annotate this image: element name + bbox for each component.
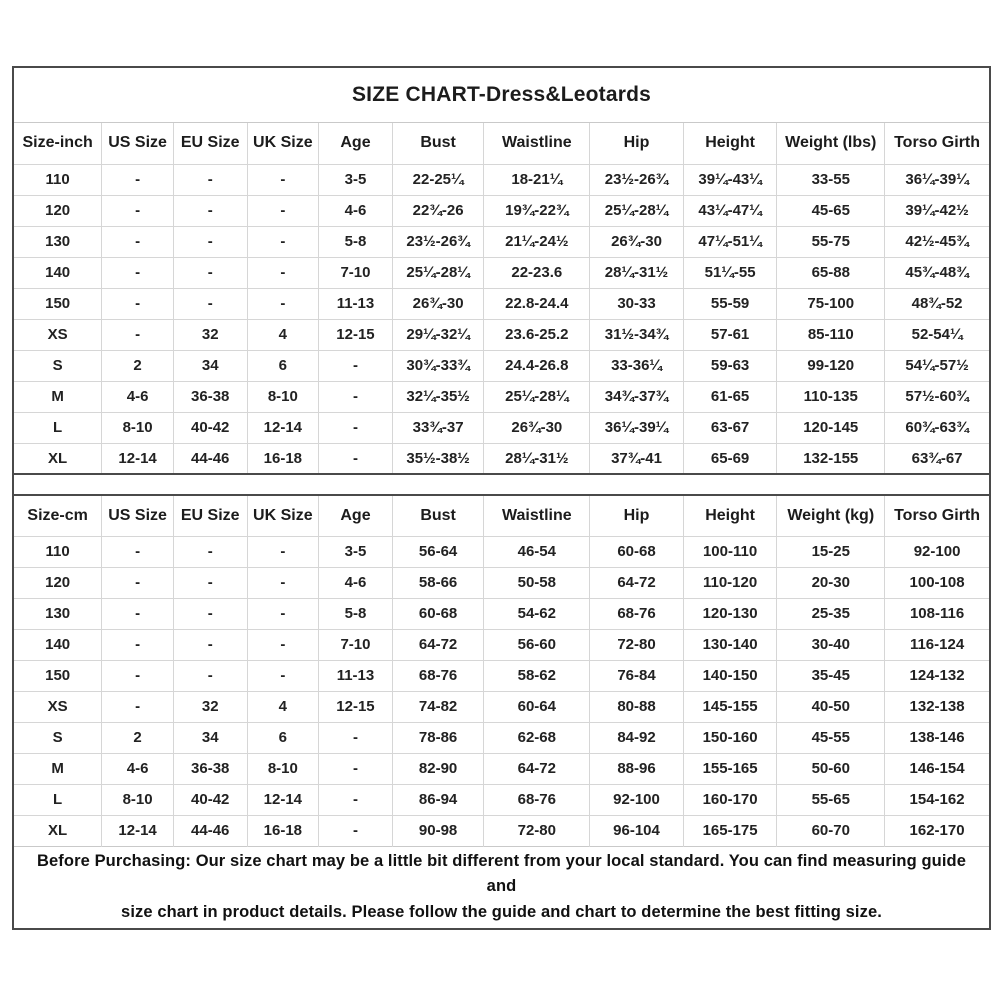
table-cell: 4	[247, 319, 319, 350]
table-cell: -	[102, 629, 174, 660]
table-cell: 20-30	[777, 567, 885, 598]
table-cell: 120	[14, 195, 102, 226]
table-cell: 23½-26¾	[590, 164, 684, 195]
table-cell: 33-36¼	[590, 350, 684, 381]
table-cell: 8-10	[102, 412, 174, 443]
table-cell: 84-92	[590, 722, 684, 753]
header-row	[14, 495, 989, 536]
table-cell: 31½-34¾	[590, 319, 684, 350]
table-cell: 7-10	[319, 629, 393, 660]
table-cell: 12-14	[247, 412, 319, 443]
table-cell: 11-13	[319, 288, 393, 319]
table-cell: 22.8-24.4	[484, 288, 590, 319]
table-cell: -	[173, 195, 247, 226]
table-row	[14, 288, 989, 319]
table-cell: 120	[14, 567, 102, 598]
table-cell: 28¼-31½	[590, 257, 684, 288]
table-row	[14, 722, 989, 753]
table-row	[14, 784, 989, 815]
table-cell: 165-175	[683, 815, 777, 846]
table-cell: 124-132	[885, 660, 989, 691]
table-row	[14, 753, 989, 784]
table-cell: 120-145	[777, 412, 885, 443]
table-cell: 5-8	[319, 598, 393, 629]
table-cell: 130	[14, 598, 102, 629]
table-cell: -	[319, 753, 393, 784]
table-cell: 33¾-37	[392, 412, 484, 443]
table-cell: 50-60	[777, 753, 885, 784]
table-cell: 68-76	[392, 660, 484, 691]
table-cell: S	[14, 350, 102, 381]
table-cell: -	[102, 226, 174, 257]
table-cell: 32¼-35½	[392, 381, 484, 412]
column-header: UK Size	[247, 123, 319, 164]
table-row	[14, 164, 989, 195]
table-cell: 25¼-28¼	[392, 257, 484, 288]
table-cell: 80-88	[590, 691, 684, 722]
table-cell: 58-62	[484, 660, 590, 691]
table-cell: 36¼-39¼	[590, 412, 684, 443]
table-cell: -	[102, 598, 174, 629]
table-cell: 130	[14, 226, 102, 257]
table-cell: 4	[247, 691, 319, 722]
table-cell: 55-59	[683, 288, 777, 319]
table-cell: L	[14, 784, 102, 815]
table-cell: 132-155	[777, 443, 885, 474]
table-cell: 78-86	[392, 722, 484, 753]
table-cell: 110-135	[777, 381, 885, 412]
table-row	[14, 443, 989, 474]
table-cell: 55-75	[777, 226, 885, 257]
table-cell: -	[319, 412, 393, 443]
table-cell: 42½-45¾	[885, 226, 989, 257]
table-cell: 100-110	[683, 536, 777, 567]
table-cell: 154-162	[885, 784, 989, 815]
table-row	[14, 536, 989, 567]
table-cell: -	[102, 691, 174, 722]
table-cell: -	[102, 567, 174, 598]
chart-title: SIZE CHART-Dress&Leotards	[14, 68, 989, 123]
table-cell: S	[14, 722, 102, 753]
table-cell: 57½-60¾	[885, 381, 989, 412]
table-cell: -	[173, 257, 247, 288]
table-cell: 52-54¼	[885, 319, 989, 350]
table-row	[14, 350, 989, 381]
table-cell: 7-10	[319, 257, 393, 288]
table-cell: 32	[173, 319, 247, 350]
table-cell: 140	[14, 257, 102, 288]
table-cell: -	[173, 536, 247, 567]
table-cell: 30¾-33¾	[392, 350, 484, 381]
table-row	[14, 598, 989, 629]
table-cell: 8-10	[247, 381, 319, 412]
column-header: Bust	[392, 495, 484, 536]
table-cell: 47¼-51¼	[683, 226, 777, 257]
table-cell: 145-155	[683, 691, 777, 722]
table-cell: 62-68	[484, 722, 590, 753]
table-cell: 26¾-30	[484, 412, 590, 443]
column-header: Age	[319, 123, 393, 164]
column-header: Torso Girth	[885, 495, 989, 536]
table-cell: XS	[14, 319, 102, 350]
table-cell: XL	[14, 443, 102, 474]
table-cell: 6	[247, 722, 319, 753]
table-cell: -	[102, 195, 174, 226]
table-cell: 12-15	[319, 691, 393, 722]
table-cell: -	[247, 598, 319, 629]
table-cell: 63¾-67	[885, 443, 989, 474]
table-cell: 35-45	[777, 660, 885, 691]
column-header: Waistline	[484, 495, 590, 536]
column-header: Height	[683, 495, 777, 536]
table-cell: 25¼-28¼	[590, 195, 684, 226]
table-cell: 44-46	[173, 443, 247, 474]
table-cell: -	[247, 226, 319, 257]
table-row	[14, 412, 989, 443]
table-cell: 37¾-41	[590, 443, 684, 474]
table-cell: 22¾-26	[392, 195, 484, 226]
table-cell: 130-140	[683, 629, 777, 660]
table-cell: -	[247, 257, 319, 288]
table-cell: 11-13	[319, 660, 393, 691]
table-cell: 51¼-55	[683, 257, 777, 288]
table-cell: 150-160	[683, 722, 777, 753]
table-cell: 30-33	[590, 288, 684, 319]
table-cell: -	[247, 629, 319, 660]
table-cell: 39¼-42½	[885, 195, 989, 226]
table-cell: 4-6	[319, 195, 393, 226]
table-cell: 32	[173, 691, 247, 722]
table-cell: XS	[14, 691, 102, 722]
table-cell: 34	[173, 722, 247, 753]
table-cell: -	[319, 350, 393, 381]
table-cell: 162-170	[885, 815, 989, 846]
table-cell: 15-25	[777, 536, 885, 567]
table-cell: 68-76	[484, 784, 590, 815]
table-cell: 3-5	[319, 164, 393, 195]
table-cell: -	[102, 319, 174, 350]
table-cell: -	[319, 722, 393, 753]
table-cell: 2	[102, 722, 174, 753]
table-cell: 63-67	[683, 412, 777, 443]
table-cell: -	[173, 164, 247, 195]
column-header: US Size	[102, 123, 174, 164]
table-cell: 34	[173, 350, 247, 381]
table-cell: M	[14, 381, 102, 412]
table-cell: 75-100	[777, 288, 885, 319]
table-cell: 4-6	[319, 567, 393, 598]
size-table-inch	[14, 123, 989, 475]
table-cell: 22-25¼	[392, 164, 484, 195]
table-cell: 54-62	[484, 598, 590, 629]
table-cell: 40-50	[777, 691, 885, 722]
table-cell: 60-68	[392, 598, 484, 629]
table-row	[14, 567, 989, 598]
table-cell: -	[319, 784, 393, 815]
table-cell: XL	[14, 815, 102, 846]
table-cell: 45¾-48¾	[885, 257, 989, 288]
column-header: Hip	[590, 123, 684, 164]
table-cell: 57-61	[683, 319, 777, 350]
table-cell: 6	[247, 350, 319, 381]
column-header: UK Size	[247, 495, 319, 536]
purchase-note	[14, 847, 989, 929]
table-cell: -	[173, 288, 247, 319]
table-cell: 54¼-57½	[885, 350, 989, 381]
table-row	[14, 815, 989, 846]
size-table-cm	[14, 494, 989, 847]
table-cell: 36-38	[173, 381, 247, 412]
table-cell: 72-80	[590, 629, 684, 660]
column-header: EU Size	[173, 123, 247, 164]
table-cell: -	[173, 629, 247, 660]
table-cell: 8-10	[247, 753, 319, 784]
column-header: US Size	[102, 495, 174, 536]
table-cell: -	[247, 288, 319, 319]
column-header: Size-inch	[14, 123, 102, 164]
table-cell: -	[173, 567, 247, 598]
table-cell: 45-55	[777, 722, 885, 753]
purchase-note-line2: size chart in product details. Please follow the guide and chart to determine the best fitting size.	[121, 903, 882, 922]
table-cell: 132-138	[885, 691, 989, 722]
column-header: Torso Girth	[885, 123, 989, 164]
table-cell: -	[247, 660, 319, 691]
table-cell: 48¾-52	[885, 288, 989, 319]
table-cell: 39¼-43¼	[683, 164, 777, 195]
table-cell: 64-72	[392, 629, 484, 660]
table-cell: 150	[14, 660, 102, 691]
table-separator	[14, 475, 989, 494]
table-cell: 5-8	[319, 226, 393, 257]
table-cell: -	[102, 536, 174, 567]
table-cell: 46-54	[484, 536, 590, 567]
table-cell: 40-42	[173, 784, 247, 815]
size-chart-panel	[12, 66, 991, 930]
column-header: Size-cm	[14, 495, 102, 536]
table-cell: 30-40	[777, 629, 885, 660]
column-header: Waistline	[484, 123, 590, 164]
table-cell: 72-80	[484, 815, 590, 846]
table-cell: 60-70	[777, 815, 885, 846]
table-cell: 36-38	[173, 753, 247, 784]
table-cell: -	[247, 536, 319, 567]
table-cell: 92-100	[885, 536, 989, 567]
column-header: Weight (kg)	[777, 495, 885, 536]
table-cell: 76-84	[590, 660, 684, 691]
table-cell: -	[102, 660, 174, 691]
table-cell: 50-58	[484, 567, 590, 598]
table-cell: 146-154	[885, 753, 989, 784]
purchase-note-line1: Before Purchasing: Our size chart may be a little bit different from your local standard. You can find measuring guide and	[37, 851, 966, 896]
table-cell: 29¼-32¼	[392, 319, 484, 350]
table-cell: 110-120	[683, 567, 777, 598]
table-cell: 12-14	[102, 443, 174, 474]
table-cell: 36¼-39¼	[885, 164, 989, 195]
table-cell: -	[173, 598, 247, 629]
table-cell: 56-64	[392, 536, 484, 567]
table-cell: 82-90	[392, 753, 484, 784]
table-cell: 96-104	[590, 815, 684, 846]
table-cell: -	[102, 257, 174, 288]
table-cell: L	[14, 412, 102, 443]
table-cell: 25¼-28¼	[484, 381, 590, 412]
table-cell: -	[247, 164, 319, 195]
table-row	[14, 226, 989, 257]
table-cell: 43¼-47¼	[683, 195, 777, 226]
table-cell: 33-55	[777, 164, 885, 195]
table-cell: 23½-26¾	[392, 226, 484, 257]
table-cell: 150	[14, 288, 102, 319]
table-cell: 24.4-26.8	[484, 350, 590, 381]
table-cell: 86-94	[392, 784, 484, 815]
table-row	[14, 319, 989, 350]
table-cell: 22-23.6	[484, 257, 590, 288]
table-cell: -	[319, 443, 393, 474]
table-cell: -	[102, 164, 174, 195]
table-cell: 108-116	[885, 598, 989, 629]
table-cell: 35½-38½	[392, 443, 484, 474]
column-header: Hip	[590, 495, 684, 536]
table-cell: 12-14	[247, 784, 319, 815]
table-cell: 25-35	[777, 598, 885, 629]
table-cell: 100-108	[885, 567, 989, 598]
table-cell: 60-64	[484, 691, 590, 722]
table-cell: 64-72	[590, 567, 684, 598]
table-cell: 140	[14, 629, 102, 660]
table-cell: 28¼-31½	[484, 443, 590, 474]
table-cell: 21¼-24½	[484, 226, 590, 257]
table-cell: 44-46	[173, 815, 247, 846]
column-header: Age	[319, 495, 393, 536]
table-cell: 65-88	[777, 257, 885, 288]
table-cell: -	[319, 381, 393, 412]
table-cell: 26¾-30	[392, 288, 484, 319]
table-cell: 40-42	[173, 412, 247, 443]
table-cell: 85-110	[777, 319, 885, 350]
table-cell: 4-6	[102, 753, 174, 784]
table-cell: 110	[14, 164, 102, 195]
table-row	[14, 691, 989, 722]
table-cell: 61-65	[683, 381, 777, 412]
table-row	[14, 195, 989, 226]
table-cell: 64-72	[484, 753, 590, 784]
column-header: Weight (lbs)	[777, 123, 885, 164]
table-row	[14, 629, 989, 660]
table-cell: 18-21¼	[484, 164, 590, 195]
header-row	[14, 123, 989, 164]
table-cell: 4-6	[102, 381, 174, 412]
table-cell: 3-5	[319, 536, 393, 567]
table-cell: 56-60	[484, 629, 590, 660]
table-cell: 90-98	[392, 815, 484, 846]
table-cell: -	[319, 815, 393, 846]
table-cell: 12-15	[319, 319, 393, 350]
table-cell: 19¾-22¾	[484, 195, 590, 226]
table-cell: 55-65	[777, 784, 885, 815]
column-header: Bust	[392, 123, 484, 164]
table-cell: 16-18	[247, 815, 319, 846]
table-cell: 120-130	[683, 598, 777, 629]
table-cell: 16-18	[247, 443, 319, 474]
table-cell: 65-69	[683, 443, 777, 474]
table-cell: M	[14, 753, 102, 784]
table-cell: 23.6-25.2	[484, 319, 590, 350]
table-cell: 12-14	[102, 815, 174, 846]
table-cell: 88-96	[590, 753, 684, 784]
table-cell: -	[247, 195, 319, 226]
table-cell: 74-82	[392, 691, 484, 722]
table-cell: 68-76	[590, 598, 684, 629]
table-cell: 60¾-63¾	[885, 412, 989, 443]
table-cell: 60-68	[590, 536, 684, 567]
table-row	[14, 660, 989, 691]
table-row	[14, 381, 989, 412]
table-cell: -	[173, 226, 247, 257]
table-cell: -	[247, 567, 319, 598]
table-cell: 59-63	[683, 350, 777, 381]
table-cell: 8-10	[102, 784, 174, 815]
table-cell: 99-120	[777, 350, 885, 381]
column-header: EU Size	[173, 495, 247, 536]
table-cell: 45-65	[777, 195, 885, 226]
table-cell: 138-146	[885, 722, 989, 753]
table-cell: -	[102, 288, 174, 319]
table-cell: -	[173, 660, 247, 691]
table-cell: 160-170	[683, 784, 777, 815]
table-row	[14, 257, 989, 288]
table-cell: 140-150	[683, 660, 777, 691]
table-cell: 110	[14, 536, 102, 567]
table-cell: 58-66	[392, 567, 484, 598]
table-cell: 34¾-37¾	[590, 381, 684, 412]
table-cell: 92-100	[590, 784, 684, 815]
table-cell: 26¾-30	[590, 226, 684, 257]
column-header: Height	[683, 123, 777, 164]
table-cell: 116-124	[885, 629, 989, 660]
table-cell: 2	[102, 350, 174, 381]
table-cell: 155-165	[683, 753, 777, 784]
